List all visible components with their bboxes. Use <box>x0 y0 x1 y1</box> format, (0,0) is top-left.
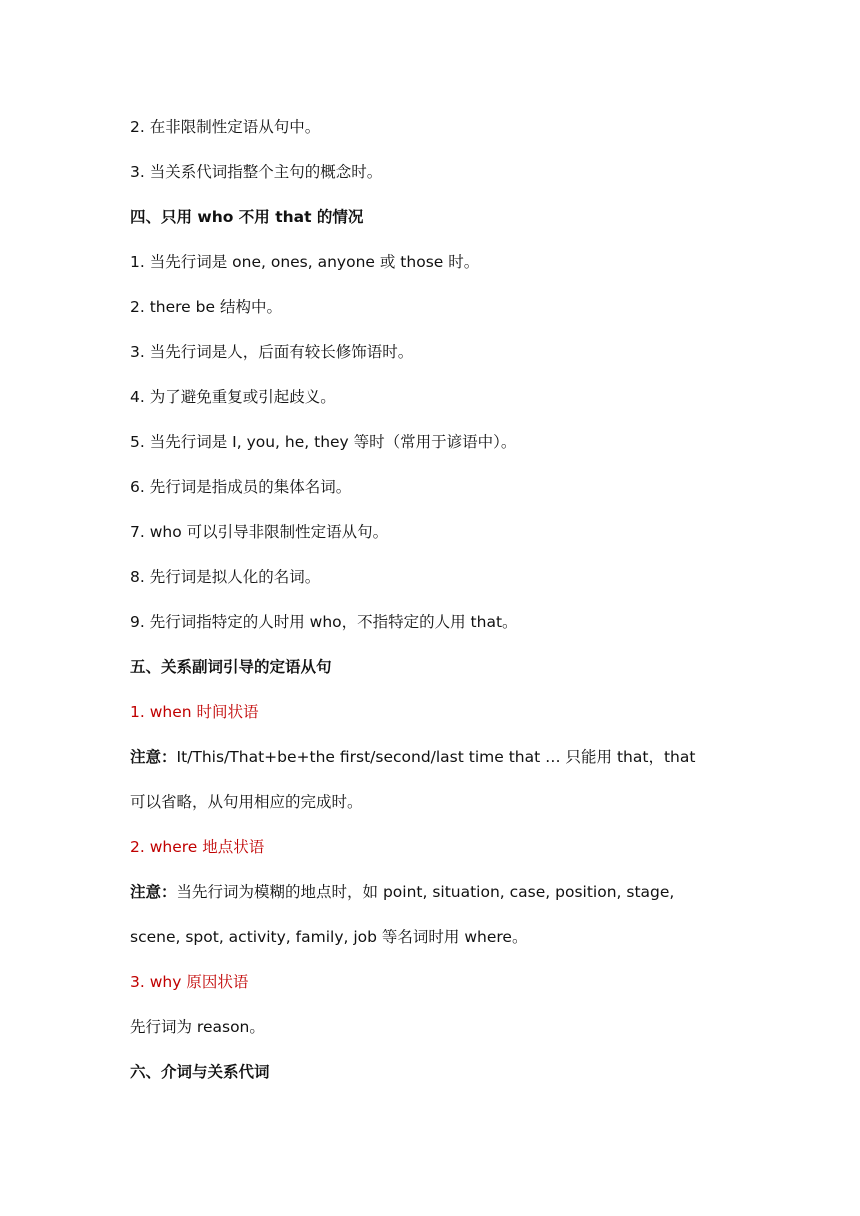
list-item-who-9: 9. 先行词指特定的人时用 who，不指特定的人用 that。 <box>130 613 518 631</box>
list-item-whole-clause: 3. 当关系代词指整个主句的概念时。 <box>130 163 383 181</box>
why-text: 先行词为 reason。 <box>130 1018 265 1036</box>
list-item-who-6: 6. 先行词是指成员的集体名词。 <box>130 478 352 496</box>
note-when-continued: 可以省略，从句用相应的完成时。 <box>130 793 363 811</box>
note-where <box>130 882 674 902</box>
note-label: 注意： <box>130 883 177 901</box>
list-item-who-5: 5. 当先行词是 I, you, he, they 等时（常用于谚语中）。 <box>130 433 517 451</box>
subheading-when: 1. when 时间状语 <box>130 703 259 721</box>
note-where-continued: scene, spot, activity, family, job 等名词时用 where。 <box>130 928 528 946</box>
list-item-who-7: 7. who 可以引导非限制性定语从句。 <box>130 523 389 541</box>
list-item-who-8: 8. 先行词是拟人化的名词。 <box>130 568 321 586</box>
list-item-who-2: 2. there be 结构中。 <box>130 298 282 316</box>
list-item-non-restrictive: 2. 在非限制性定语从句中。 <box>130 118 321 136</box>
note-text: 当先行词为模糊的地点时，如 point, situation, case, position, stage, <box>176 883 675 901</box>
section-heading-prepositions: 六、介词与关系代词 <box>130 1063 270 1081</box>
list-item-who-3: 3. 当先行词是人，后面有较长修饰语时。 <box>130 343 414 361</box>
note-label: 注意： <box>130 748 177 766</box>
section-heading-who-not-that: 四、只用 who 不用 that 的情况 <box>130 208 364 226</box>
subheading-where: 2. where 地点状语 <box>130 838 265 856</box>
note-when <box>130 747 695 767</box>
list-item-who-4: 4. 为了避免重复或引起歧义。 <box>130 388 336 406</box>
section-heading-relative-adverbs: 五、关系副词引导的定语从句 <box>130 658 332 676</box>
subheading-why: 3. why 原因状语 <box>130 973 249 991</box>
note-text: It/This/That+be+the first/second/last time that … 只能用 that，that <box>176 748 696 766</box>
list-item-who-1: 1. 当先行词是 one, ones, anyone 或 those 时。 <box>130 253 480 271</box>
